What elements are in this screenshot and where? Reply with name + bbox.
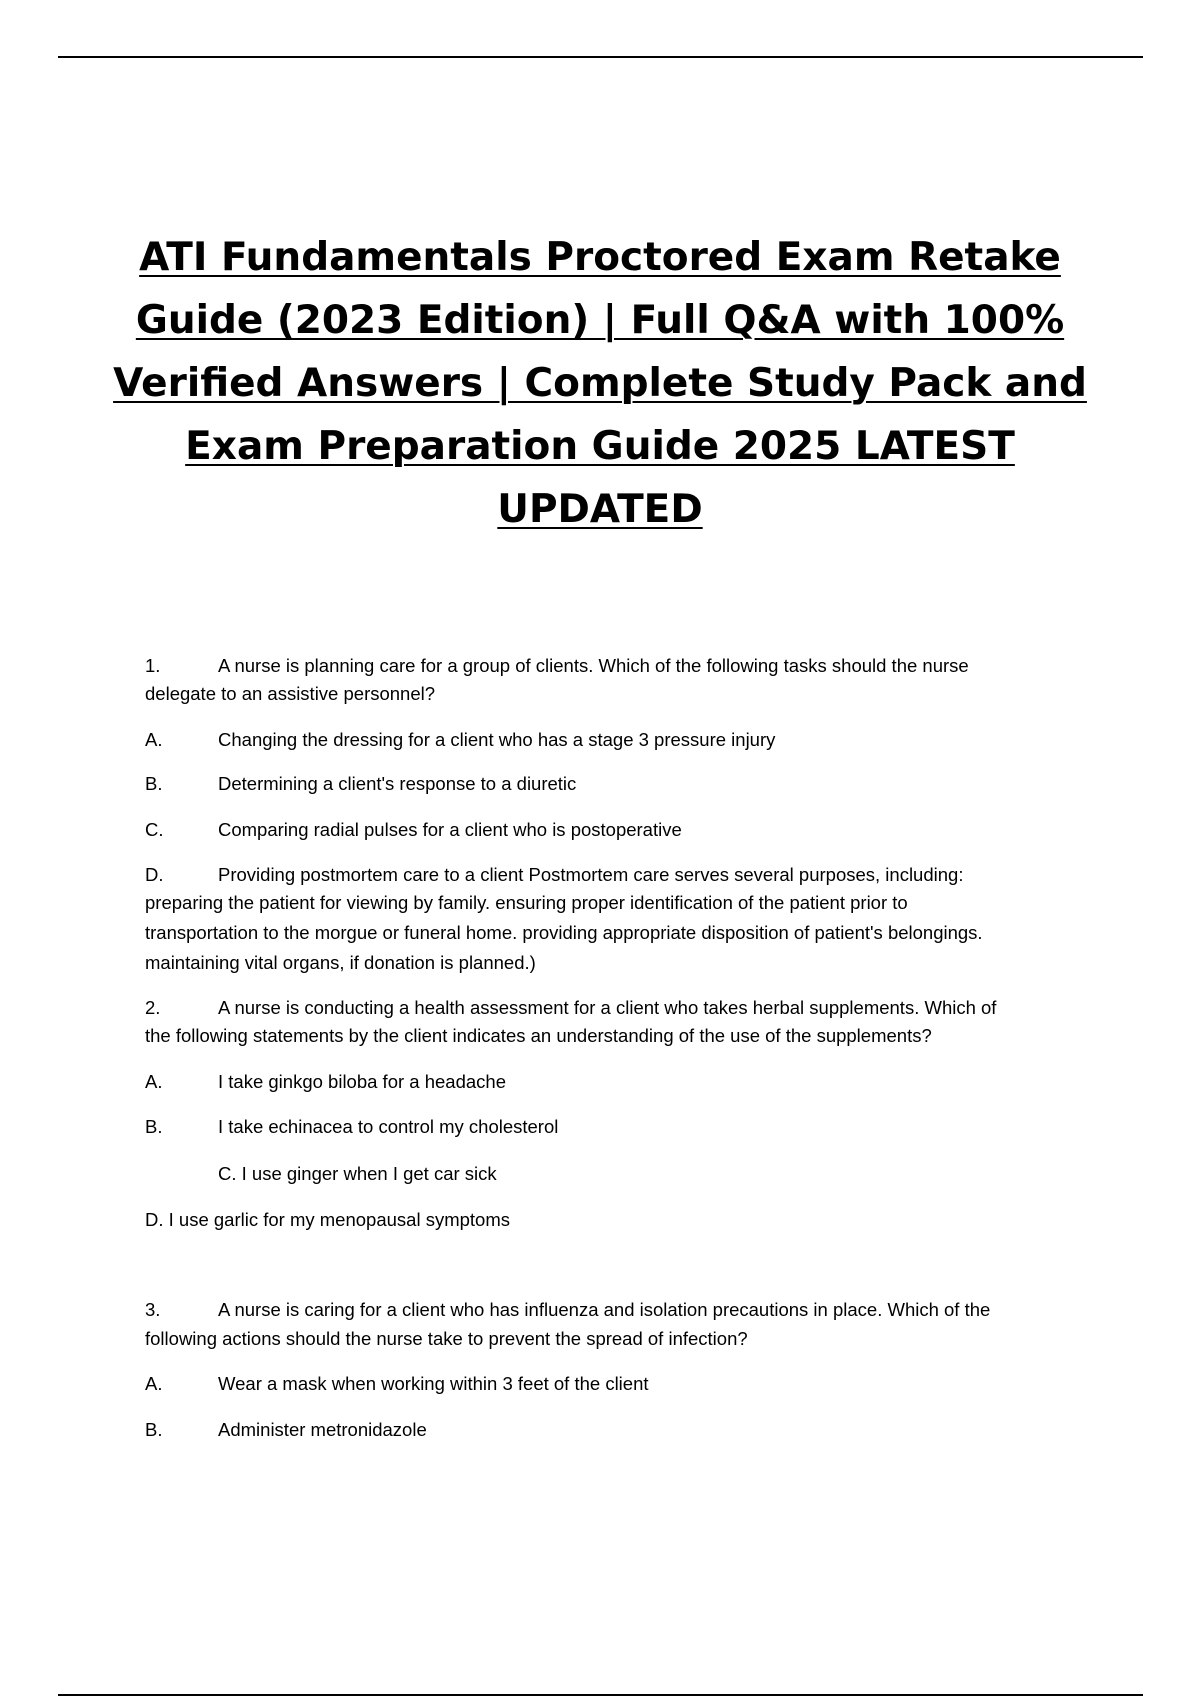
option-text: Wear a mask when working within 3 feet of the client xyxy=(218,1373,649,1394)
question-1-option-d-continued: transportation to the morgue or funeral home. providing appropriate disposition of patient's belongings. xyxy=(145,922,983,943)
question-2-stem-continued: the following statements by the client indicates an understanding of the use of the supplements? xyxy=(145,1025,932,1046)
option-letter: A. xyxy=(145,1071,163,1092)
question-2-option-b xyxy=(145,1113,558,1141)
option-letter: D. xyxy=(145,864,164,885)
option-text: Changing the dressing for a client who has a stage 3 pressure injury xyxy=(218,729,776,750)
title-line-1: ATI Fundamentals Proctored Exam Retake xyxy=(139,235,1061,280)
option-letter: B. xyxy=(145,773,163,794)
question-2-stem xyxy=(145,994,996,1022)
title-line-2: Guide (2023 Edition) | Full Q&A with 100% xyxy=(135,298,1065,343)
option-text: Determining a client's response to a diuretic xyxy=(218,773,577,794)
question-1-option-c xyxy=(145,816,682,844)
question-1-stem xyxy=(145,652,969,680)
option-letter: A. xyxy=(145,1373,163,1394)
question-2-option-d: D. I use garlic for my menopausal symptoms xyxy=(145,1209,510,1230)
document-title xyxy=(100,226,1100,541)
question-number: 2. xyxy=(145,997,161,1018)
question-text: A nurse is conducting a health assessment for a client who takes herbal supplements. Which of xyxy=(218,997,997,1018)
question-2-option-c: C. I use ginger when I get car sick xyxy=(218,1163,497,1184)
question-1-stem-continued: delegate to an assistive personnel? xyxy=(145,683,436,704)
question-number: 1. xyxy=(145,655,161,676)
option-text: Administer metronidazole xyxy=(218,1419,427,1440)
question-text: A nurse is planning care for a group of clients. Which of the following tasks should the nurse xyxy=(218,655,969,676)
question-3-stem-continued: following actions should the nurse take to prevent the spread of infection? xyxy=(145,1328,748,1349)
option-text: Comparing radial pulses for a client who is postoperative xyxy=(218,819,682,840)
title-line-5: UPDATED xyxy=(497,487,703,532)
option-text: I take echinacea to control my cholesterol xyxy=(218,1116,559,1137)
question-3-option-b xyxy=(145,1416,427,1444)
question-2-option-a xyxy=(145,1068,506,1096)
question-text: A nurse is caring for a client who has influenza and isolation precautions in place. Which of the xyxy=(218,1299,991,1320)
bottom-rule xyxy=(58,1694,1143,1696)
top-rule xyxy=(58,56,1143,58)
question-3-stem xyxy=(145,1296,990,1324)
question-1-option-d xyxy=(145,861,963,889)
option-text: Providing postmortem care to a client Postmortem care serves several purposes, including: xyxy=(218,864,964,885)
option-text: I take ginkgo biloba for a headache xyxy=(218,1071,506,1092)
question-1-option-d-continued: maintaining vital organs, if donation is planned.) xyxy=(145,952,536,973)
option-letter: A. xyxy=(145,729,163,750)
question-1-option-b xyxy=(145,770,576,798)
option-letter: B. xyxy=(145,1116,163,1137)
title-line-3: Verified Answers | Complete Study Pack and xyxy=(113,361,1087,406)
option-letter: C. xyxy=(145,819,164,840)
question-1-option-d-continued: preparing the patient for viewing by family. ensuring proper identification of the patient prior to xyxy=(145,892,908,913)
question-1-option-a xyxy=(145,726,775,754)
option-letter: B. xyxy=(145,1419,163,1440)
title-line-4: Exam Preparation Guide 2025 LATEST xyxy=(185,424,1015,469)
question-3-option-a xyxy=(145,1370,649,1398)
question-number: 3. xyxy=(145,1299,161,1320)
